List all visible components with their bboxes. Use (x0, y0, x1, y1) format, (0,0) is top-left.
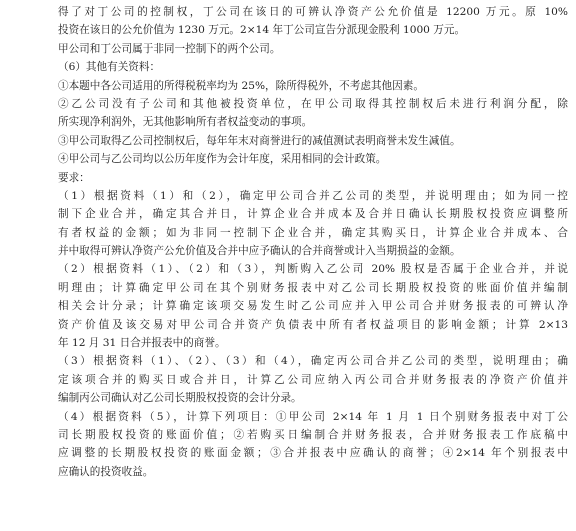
text-line: 得了对丁公司的控制权，丁公司在该日的可辨认净资产公允价值是 12200 万元。原 10% (58, 6, 568, 18)
text-line: 司长期股权投资的账面价值；②若购买日编制合并财务报表，合并财务报表工作底稿中 (58, 428, 568, 441)
text-line: ②乙公司没有子公司和其他被投资单位，在甲公司取得其控制权后未进行利润分配，除 (58, 97, 568, 110)
text-line: 并中取得可辨认净资产公允价值及合并中应予确认的合并商誉或计入当期损益的金额。 (58, 245, 461, 258)
text-line: 甲公司和丁公司属于非同一控制下的两个公司。 (58, 42, 281, 55)
text-line: 定该项合并的购买日或合并日，计算乙公司应纳入丙公司合并财务报表的净资产价值并 (58, 373, 568, 386)
text-line: ④甲公司与乙公司均以公历年度作为会计年度，采用相同的会计政策。 (58, 153, 387, 166)
text-line: ③甲公司取得乙公司控制权后，每年年末对商誉进行的减值测试表明商誉未发生减值。 (58, 134, 461, 147)
text-line: 所实现净利润外，无其他影响所有者权益变动的事项。 (58, 116, 313, 129)
text-line: （2）根据资料（1）、（2）和（3），判断购入乙公司 20% 股权是否属于企业合并，并说 (58, 263, 568, 276)
text-line: （1）根据资料（1）和（2），确定甲公司合并乙公司的类型，并说明理由；如为同一控 (58, 189, 568, 202)
text-line: （3）根据资料（1）、（2）、（3）和（4），确定丙公司合并乙公司的类型，说明理由；确 (58, 355, 568, 368)
text-line: ①本题中各公司适用的所得税税率均为 25%，除所得税外，不考虑其他因素。 (58, 79, 424, 92)
requirements-heading: 要求： (58, 171, 90, 184)
text-line: 应调整的长期股权投资的账面金额；③合并报表中应确认的商誉；④2×14 年个别报表中 (58, 447, 568, 460)
text-line: 编制丙公司确认对乙公司长期股权投资的会计分录。 (58, 392, 302, 405)
text-line: 投资在该日的公允价值为 1230 万元。2×14 年丁公司宣告分派现金股利 1000 万元。 (58, 24, 466, 37)
text-line: （4）根据资料（5），计算下列项目：①甲公司 2×14 年 1 月 1 日个别财务报表中对丁公 (58, 410, 568, 423)
text-line: 相关会计分录；计算确定该项交易发生时乙公司应并入甲公司合并财务报表的可辨认净 (58, 300, 568, 313)
text-line: 制下企业合并，确定其合并日，计算企业合并成本及合并日确认长期股权投资应调整所 (58, 208, 568, 221)
section-heading: （6）其他有关资料： (58, 61, 161, 74)
text-line: 资产价值及该交易对甲公司合并资产负债表中所有者权益项目的影响金额；计算 2×13 (58, 318, 568, 331)
text-line: 应确认的投资收益。 (58, 465, 154, 478)
text-line: 明理由；计算确定甲公司在其个别财务报表中对乙公司长期股权投资的账面价值并编制 (58, 281, 568, 294)
text-line: 有者权益的金额；如为非同一控制下企业合并，确定其购买日，计算企业合并成本、合 (58, 226, 568, 239)
text-line: 年 12 月 31 日合并报表中的商誉。 (58, 337, 226, 350)
